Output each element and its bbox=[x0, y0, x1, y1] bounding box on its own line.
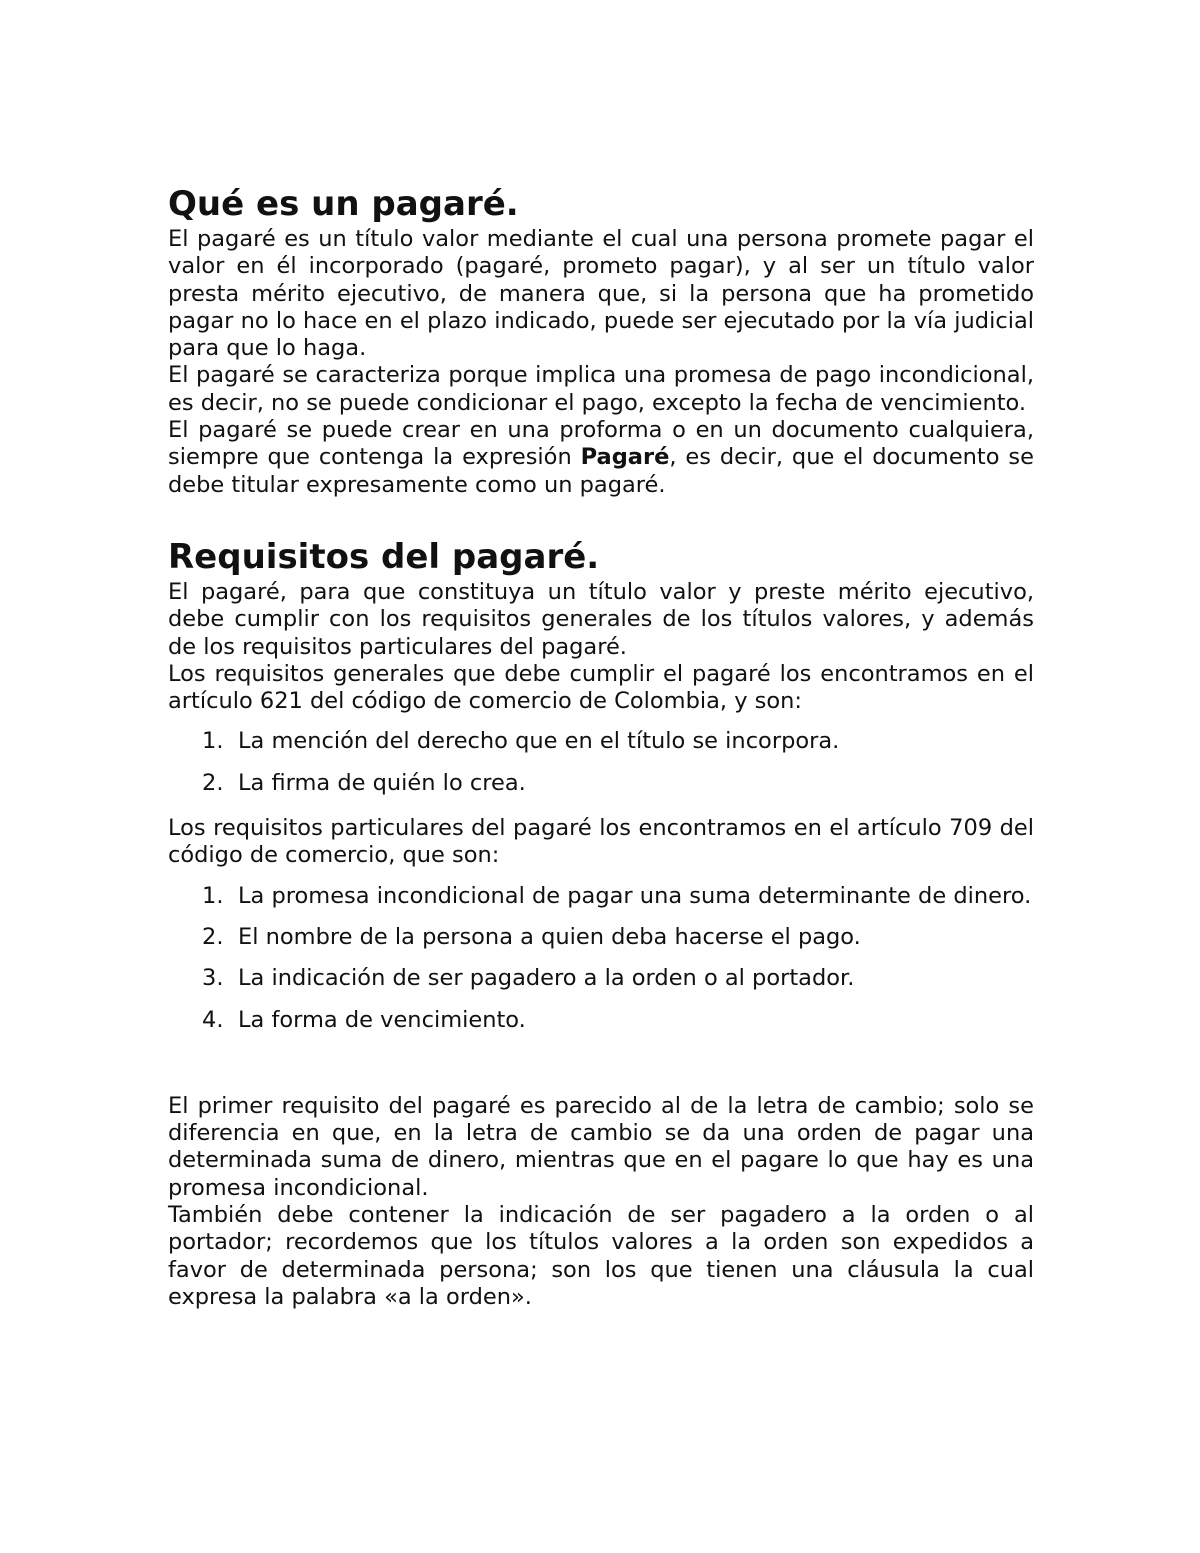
list-spacer bbox=[168, 715, 1034, 728]
general-requirements-list bbox=[168, 728, 1034, 797]
document-page bbox=[168, 182, 1034, 1311]
list-item-text: La mención del derecho que en el título se incorpora. bbox=[238, 728, 840, 755]
paragraph-first-requirement: El primer requisito del pagaré es parecido al de la letra de cambio; solo se diferencia en que, en la letra de cambio se da una orden de pagar una determinada suma de dinero, mientras que en el pagare lo que hay es una promesa incondicional. bbox=[168, 1092, 1034, 1201]
paragraph-general-requirements: Los requisitos generales que debe cumplir el pagaré los encontramos en el artículo 621 del código de comercio de Colombia, y son: bbox=[168, 660, 1034, 715]
section-spacer bbox=[168, 1034, 1034, 1093]
particular-requirements-list bbox=[168, 883, 1034, 1034]
paragraph-characteristic: El pagaré se caracteriza porque implica una promesa de pago incondicional, es decir, no se puede condicionar el pago, excepto la fecha de vencimiento. bbox=[168, 362, 1034, 416]
list-item-number: 1. bbox=[202, 728, 224, 755]
list-item bbox=[168, 1007, 1034, 1034]
list-item bbox=[168, 728, 1034, 755]
list-spacer bbox=[168, 870, 1034, 883]
paragraph-creation-text-2: , es decir, que el documento se debe titular expresamente como un pagaré. bbox=[168, 444, 1034, 498]
list-item-text: La indicación de ser pagadero a la orden o al portador. bbox=[238, 965, 855, 992]
paragraph-particular-requirements: Los requisitos particulares del pagaré los encontramos en el artículo 709 del código de comercio, que son: bbox=[168, 815, 1034, 869]
list-spacer bbox=[168, 797, 1034, 815]
section-spacer bbox=[168, 499, 1034, 535]
list-item-number: 1. bbox=[202, 882, 224, 909]
list-item-text: La forma de vencimiento. bbox=[238, 1006, 526, 1033]
section-title-que-es: Qué es un pagaré. bbox=[168, 184, 519, 224]
keyword-pagare: Pagaré bbox=[580, 444, 670, 471]
list-item-number: 2. bbox=[202, 923, 224, 950]
paragraph-requirements-intro: El pagaré, para que constituya un título valor y preste mérito ejecutivo, debe cumplir con los requisitos generales de los títulos valores, y además de los requisitos particulares del pagaré. bbox=[168, 578, 1034, 660]
list-item-text: La firma de quién lo crea. bbox=[238, 769, 526, 796]
list-item bbox=[168, 883, 1034, 910]
paragraph-definition: El pagaré es un título valor mediante el cual una persona promete pagar el valor en él incorporado (pagaré, prometo pagar), y al ser un título valor presta mérito ejecutivo, de manera que, si la persona que ha prometido pagar no lo hace en el plazo indicado, puede ser ejecutado por la vía judicial para que lo haga. bbox=[168, 226, 1034, 362]
list-item-number: 2. bbox=[202, 769, 224, 796]
list-item bbox=[168, 924, 1034, 951]
paragraph-creation-text-1: El pagaré se puede crear en una proforma o en un documento cualquiera, siempre que contenga la expresión bbox=[168, 417, 1034, 471]
list-item bbox=[168, 770, 1034, 797]
section-title-requisitos: Requisitos del pagaré. bbox=[168, 536, 600, 577]
list-item-text: La promesa incondicional de pagar una suma determinante de dinero. bbox=[238, 882, 1032, 909]
paragraph-order-or-bearer: También debe contener la indicación de ser pagadero a la orden o al portador; recordemos que los títulos valores a la orden son expedidos a favor de determinada persona; son los que tienen una cláusula la cual expresa la palabra «a la orden». bbox=[168, 1202, 1034, 1310]
list-item-number: 4. bbox=[202, 1006, 224, 1033]
list-item-number: 3. bbox=[202, 965, 224, 992]
list-item bbox=[168, 965, 1034, 992]
paragraph-creation bbox=[168, 417, 1034, 499]
list-item-text: El nombre de la persona a quien deba hacerse el pago. bbox=[238, 923, 861, 950]
